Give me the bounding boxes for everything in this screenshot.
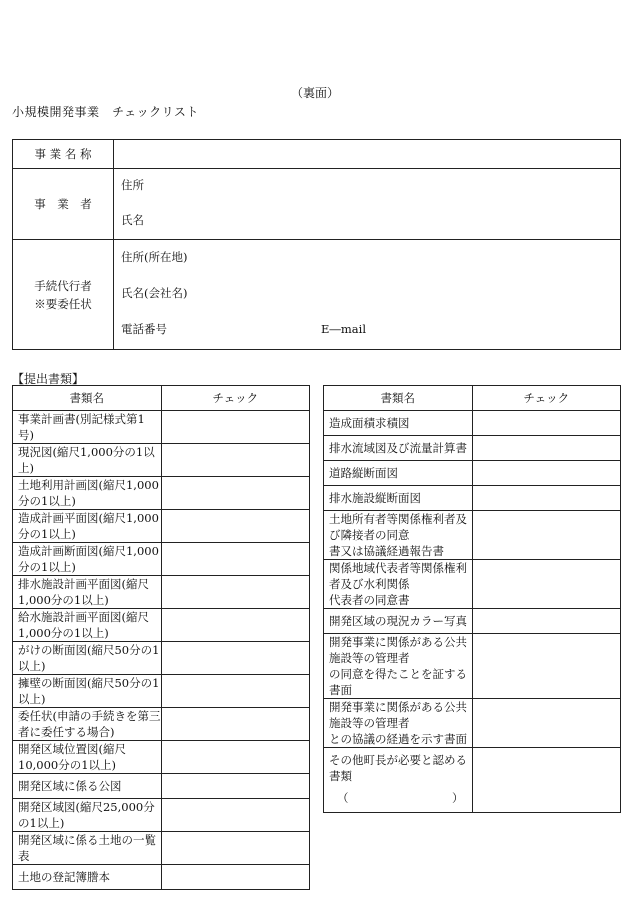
document-name: がけの断面図(縮尺50分の1以上): [13, 642, 162, 675]
table-row: [324, 699, 621, 748]
check-cell[interactable]: [472, 560, 621, 609]
check-cell[interactable]: [161, 444, 310, 477]
document-name-line: 開発事業に関係がある公共施設等の管理者: [329, 635, 467, 665]
table-row: [13, 444, 310, 477]
document-name: 開発区域の現況カラー写真: [324, 609, 473, 634]
document-name-line: 書又は協議経過報告書: [329, 544, 444, 558]
table-row: [324, 511, 621, 560]
document-name: 開発区域位置図(縮尺10,000分の1以上): [13, 741, 162, 774]
project-name-field[interactable]: [114, 140, 621, 169]
document-name: [324, 699, 473, 748]
table-row: [13, 543, 310, 576]
check-cell[interactable]: [472, 634, 621, 699]
agent-phone-label: 電話番号: [121, 322, 167, 336]
table-row: [324, 486, 621, 511]
check-cell[interactable]: [161, 832, 310, 865]
close-paren: ）: [452, 791, 464, 805]
table-row: [13, 865, 310, 890]
document-name: 排水施設縦断面図: [324, 486, 473, 511]
document-title: 小規模開発事業 チェックリスト: [12, 105, 199, 119]
open-paren: （: [337, 791, 349, 805]
check-cell[interactable]: [161, 477, 310, 510]
table-row: [13, 741, 310, 774]
agent-field[interactable]: [114, 240, 621, 350]
agent-name-label: 氏名(会社名): [121, 286, 188, 300]
document-name: [324, 634, 473, 699]
document-name: 委任状(申請の手続きを第三者に委任する場合): [13, 708, 162, 741]
document-name: 道路縦断面図: [324, 461, 473, 486]
check-cell[interactable]: [472, 486, 621, 511]
operator-name-label: 氏名: [121, 213, 144, 227]
agent-label-title: 手続代行者: [34, 278, 92, 293]
table-row: [324, 560, 621, 609]
agent-label: [13, 240, 114, 350]
document-name: 開発区域に係る公図: [13, 774, 162, 799]
column-header-check: チェック: [472, 386, 621, 411]
check-cell[interactable]: [472, 461, 621, 486]
document-name: [324, 560, 473, 609]
document-name: 土地の登記簿謄本: [13, 865, 162, 890]
table-row: [13, 799, 310, 832]
table-row: [324, 609, 621, 634]
table-row: [13, 510, 310, 543]
applicant-info-table: [12, 139, 621, 350]
operator-field[interactable]: [114, 169, 621, 240]
table-row: [13, 477, 310, 510]
document-name: 現況図(縮尺1,000分の1以上): [13, 444, 162, 477]
check-cell[interactable]: [472, 411, 621, 436]
operator-address-label: 住所: [121, 178, 144, 192]
check-cell[interactable]: [161, 543, 310, 576]
other-document-blank[interactable]: [329, 790, 472, 808]
document-name: 造成計画平面図(縮尺1,000分の1以上): [13, 510, 162, 543]
table-row: [13, 832, 310, 865]
document-name-line: 関係地域代表者等関係権利者及び水利関係: [329, 561, 467, 591]
operator-label: 事 業 者: [13, 169, 114, 240]
table-row: [13, 774, 310, 799]
table-row: [13, 642, 310, 675]
agent-email-label: E―mail: [321, 322, 367, 336]
document-name-line: 土地所有者等関係権利者及び隣接者の同意: [329, 512, 467, 542]
check-cell[interactable]: [161, 675, 310, 708]
document-name-line: 代表者の同意書: [329, 593, 410, 607]
document-name: 開発区域図(縮尺25,000分の1以上): [13, 799, 162, 832]
table-row: [324, 634, 621, 699]
check-cell[interactable]: [161, 642, 310, 675]
document-name: 開発区域に係る土地の一覧表: [13, 832, 162, 865]
agent-contact-line: [121, 320, 620, 338]
check-cell[interactable]: [161, 774, 310, 799]
table-row: [324, 436, 621, 461]
table-row: [324, 461, 621, 486]
page-side-label: （裏面）: [290, 86, 339, 100]
document-name: [324, 748, 473, 813]
table-row: [324, 411, 621, 436]
document-name: 給水施設計画平面図(縮尺1,000分の1以上): [13, 609, 162, 642]
agent-address-label: 住所(所在地): [121, 250, 188, 264]
check-cell[interactable]: [161, 411, 310, 444]
document-name: 擁壁の断面図(縮尺50分の1以上): [13, 675, 162, 708]
submission-documents-label: 【提出書類】: [12, 372, 85, 386]
document-name-line: の同意を得たことを証する書面: [329, 667, 467, 697]
document-name: 造成計画断面図(縮尺1,000分の1以上): [13, 543, 162, 576]
document-name: 造成面積求積図: [324, 411, 473, 436]
table-row: [13, 675, 310, 708]
check-cell[interactable]: [472, 436, 621, 461]
table-row: [13, 411, 310, 444]
check-cell[interactable]: [472, 511, 621, 560]
documents-table-right: [323, 385, 621, 813]
document-name: [324, 511, 473, 560]
check-cell[interactable]: [161, 865, 310, 890]
document-name-line: その他町長が必要と認める書類: [329, 753, 467, 783]
agent-label-note: ※要委任状: [34, 296, 92, 311]
document-name: 排水施設計画平面図(縮尺1,000分の1以上): [13, 576, 162, 609]
column-header-name: 書類名: [324, 386, 473, 411]
column-header-check: チェック: [161, 386, 310, 411]
check-cell[interactable]: [161, 741, 310, 774]
check-cell[interactable]: [472, 748, 621, 813]
check-cell[interactable]: [161, 708, 310, 741]
check-cell[interactable]: [161, 510, 310, 543]
project-name-label: 事 業 名 称: [13, 140, 114, 169]
document-name-line: との協議の経過を示す書面: [329, 732, 467, 746]
document-name: 排水流域図及び流量計算書: [324, 436, 473, 461]
check-cell[interactable]: [472, 609, 621, 634]
table-row: [13, 609, 310, 642]
documents-table-left: [12, 385, 310, 890]
table-row: [13, 708, 310, 741]
table-row: [13, 576, 310, 609]
document-name-line: 開発事業に関係がある公共施設等の管理者: [329, 700, 467, 730]
document-name: 土地利用計画図(縮尺1,000分の1以上): [13, 477, 162, 510]
column-header-name: 書類名: [13, 386, 162, 411]
check-cell[interactable]: [161, 609, 310, 642]
table-row: [324, 748, 621, 813]
check-cell[interactable]: [161, 799, 310, 832]
check-cell[interactable]: [472, 699, 621, 748]
document-name: 事業計画書(別記様式第1号): [13, 411, 162, 444]
check-cell[interactable]: [161, 576, 310, 609]
